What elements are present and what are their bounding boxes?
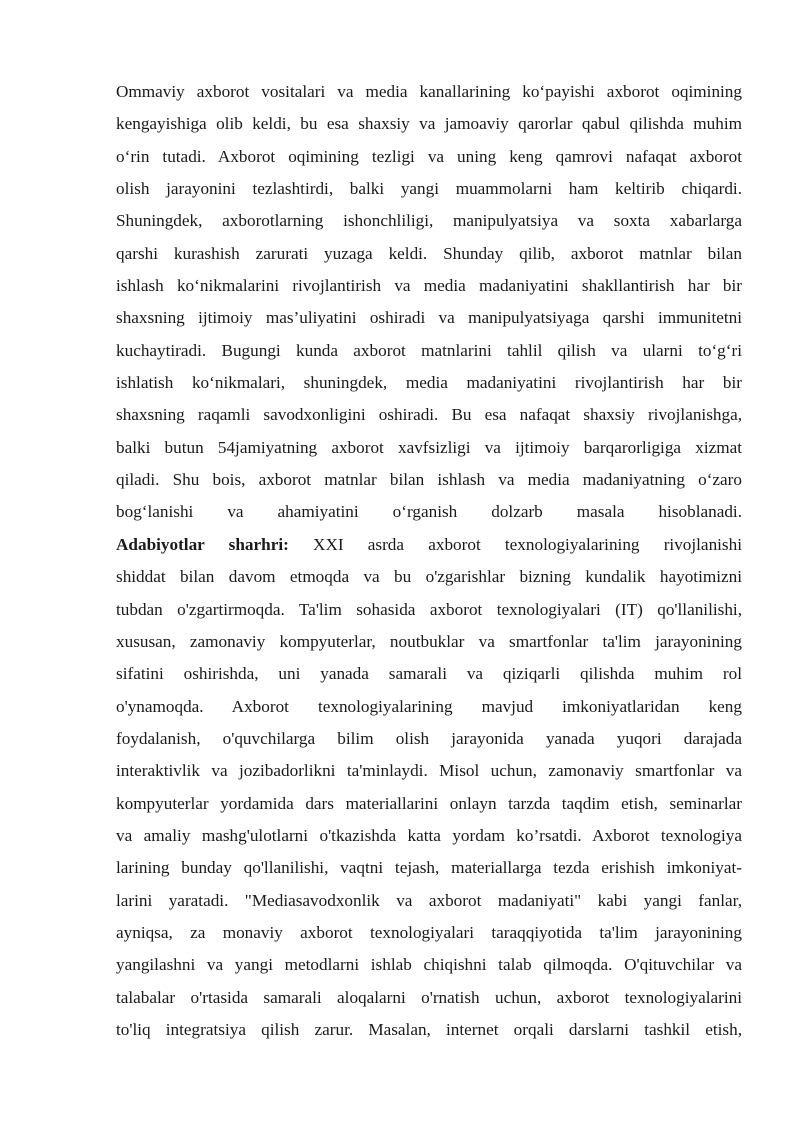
text-line: yangilashni va yangi metodlarni ishlab chiqishni talab qilmoqda. O'qituvchilar va bbox=[116, 955, 742, 975]
text-line: foydalanish, o'quvchilarga bilim olish jarayonida yanada yuqori darajada bbox=[116, 728, 742, 748]
text-line: sifatini oshirishda, uni yanada samarali va qiziqarli qilishda muhim rol bbox=[116, 664, 742, 684]
text-line: tubdan o'zgartirmoqda. Ta'lim sohasida axborot texnologiyalari (IT) qo'llanilishi, bbox=[116, 599, 742, 619]
text-line: ishlash ko‘nikmalarini rivojlantirish va media madaniyatini shakllantirish har bir bbox=[116, 276, 742, 296]
paragraph-literature-review bbox=[116, 529, 742, 1047]
text-line: kengayishiga olib keldi, bu esa shaxsiy va jamoaviy qarorlar qabul qilishda muhim bbox=[116, 114, 742, 134]
text-line: balki butun 54jamiyatning axborot xavfsizligi va ijtimoiy barqarorligiga xizmat bbox=[116, 437, 742, 457]
text-line: qiladi. Shu bois, axborot matnlar bilan ishlash va media madaniyatning o‘zaro bbox=[116, 470, 742, 490]
text-line: shaxsning ijtimoiy mas’uliyatini oshiradi va manipulyatsiyaga qarshi immunitetni bbox=[116, 308, 742, 328]
text-line: kuchaytiradi. Bugungi kunda axborot matnlarini tahlil qilish va ularni to‘g‘ri bbox=[116, 340, 742, 360]
text-line: shiddat bilan davom etmoqda va bu o'zgarishlar bizning kundalik hayotimizni bbox=[116, 567, 742, 587]
text-line: kompyuterlar yordamida dars materiallarini onlayn tarzda taqdim etish, seminarlar bbox=[116, 793, 742, 813]
document-body bbox=[116, 76, 742, 1046]
text-line: va amaliy mashg'ulotlarni o'tkazishda katta yordam ko’rsatdi. Axborot texnologiya bbox=[116, 825, 742, 845]
text-line: o'ynamoqda. Axborot texnologiyalarining mavjud imkoniyatlaridan keng bbox=[116, 696, 742, 716]
text-line: o‘rin tutadi. Axborot oqimining tezligi va uning keng qamrovi nafaqat axborot bbox=[116, 146, 742, 166]
text-line: qarshi kurashish zarurati yuzaga keldi. Shunday qilib, axborot matnlar bilan bbox=[116, 243, 742, 263]
text-line: bog‘lanishi va ahamiyatini o‘rganish dolzarb masala hisoblanadi. bbox=[116, 502, 742, 522]
text-line: ayniqsa, za monaviy axborot texnologiyalari taraqqiyotida ta'lim jarayonining bbox=[116, 922, 742, 942]
text-line: larini yaratadi. "Mediasavodxonlik va axborot madaniyati" kabi yangi fanlar, bbox=[116, 890, 742, 910]
text-line: talabalar o'rtasida samarali aloqalarni o'rnatish uchun, axborot texnologiyalarini bbox=[116, 987, 742, 1007]
paragraph-intro bbox=[116, 76, 742, 529]
text-line: olish jarayonini tezlashtirdi, balki yangi muammolarni ham keltirib chiqardi. bbox=[116, 179, 742, 199]
heading-line-text: XXI asrda axborot texnologiyalarining rivojlanishi bbox=[288, 534, 742, 554]
text-line: xususan, zamonaviy kompyuterlar, noutbuklar va smartfonlar ta'lim jarayonining bbox=[116, 631, 742, 651]
text-line: shaxsning raqamli savodxonligini oshiradi. Bu esa nafaqat shaxsiy rivojlanishga, bbox=[116, 405, 742, 425]
text-line: interaktivlik va jozibadorlikni ta'minlaydi. Misol uchun, zamonaviy smartfonlar va bbox=[116, 761, 742, 781]
text-line: Ommaviy axborot vositalari va media kanallarining ko‘payishi axborot oqimining bbox=[116, 82, 742, 101]
text-line: larining bunday qo'llanilishi, vaqtni tejash, materiallarga tezda erishish imkoniyat- bbox=[116, 858, 742, 878]
text-line bbox=[116, 529, 742, 561]
section-heading: Adabiyotlar sharhri: bbox=[116, 534, 289, 554]
text-line: to'liq integratsiya qilish zarur. Masalan, internet orqali darslarni tashkil etish, bbox=[116, 1019, 742, 1039]
text-line: Shuningdek, axborotlarning ishonchliligi, manipulyatsiya va soxta xabarlarga bbox=[116, 211, 742, 231]
text-line: ishlatish ko‘nikmalari, shuningdek, media madaniyatini rivojlantirish har bir bbox=[116, 373, 742, 393]
